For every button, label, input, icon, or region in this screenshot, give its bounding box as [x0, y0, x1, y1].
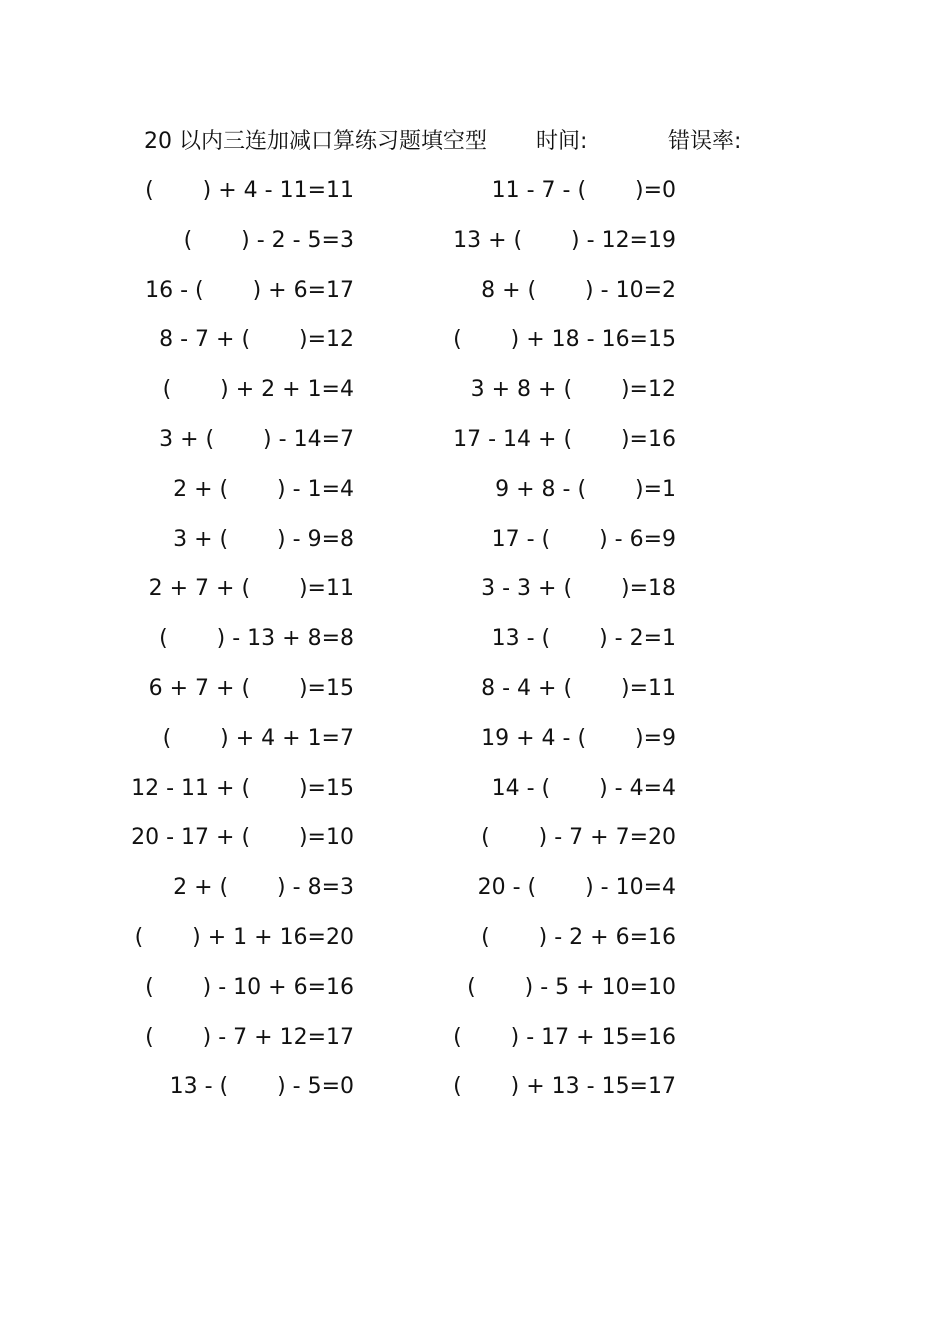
problem-row [0, 174, 950, 224]
problem-right: 14 - ( ) - 4=4 [491, 775, 676, 801]
problem-right: 3 - 3 + ( )=18 [481, 576, 676, 602]
problem-left: 2 + 7 + ( )=11 [148, 576, 354, 602]
problem-grid [0, 174, 950, 1120]
problem-left: ( ) - 2 - 5=3 [183, 227, 354, 253]
problem-right: 13 + ( ) - 12=19 [453, 227, 676, 253]
problem-left: 13 - ( ) - 5=0 [169, 1074, 354, 1100]
error-rate-label: 错误率: [668, 129, 742, 154]
problem-left: 8 - 7 + ( )=12 [159, 327, 354, 353]
problem-right: 17 - ( ) - 6=9 [491, 526, 676, 552]
problem-row [0, 323, 950, 373]
problem-row [0, 572, 950, 622]
problem-row [0, 722, 950, 772]
problem-left: ( ) + 2 + 1=4 [162, 377, 354, 403]
problem-right: ( ) + 13 - 15=17 [453, 1074, 676, 1100]
problem-row [0, 523, 950, 573]
problem-left: 3 + ( ) - 9=8 [173, 526, 354, 552]
problem-row [0, 622, 950, 672]
problem-row [0, 672, 950, 722]
problem-row [0, 772, 950, 822]
problem-row [0, 473, 950, 523]
problem-row [0, 821, 950, 871]
problem-right: ( ) - 2 + 6=16 [481, 924, 676, 950]
problem-row [0, 423, 950, 473]
problem-left: 16 - ( ) + 6=17 [145, 277, 354, 303]
worksheet-title: 20 以内三连加减口算练习题填空型 [144, 129, 487, 154]
problem-row [0, 373, 950, 423]
time-label: 时间: [536, 129, 588, 154]
problem-row [0, 921, 950, 971]
problem-row [0, 871, 950, 921]
problem-left: ( ) - 10 + 6=16 [145, 974, 354, 1000]
problem-row [0, 971, 950, 1021]
problem-right: ( ) - 7 + 7=20 [481, 825, 676, 851]
problem-left: ( ) - 7 + 12=17 [145, 1024, 354, 1050]
problem-row [0, 224, 950, 274]
problem-left: ( ) + 4 - 11=11 [145, 178, 354, 203]
problem-right: ( ) - 17 + 15=16 [453, 1024, 676, 1050]
problem-left: ( ) + 4 + 1=7 [162, 725, 354, 751]
problem-right: ( ) + 18 - 16=15 [453, 327, 676, 353]
problem-right: 8 + ( ) - 10=2 [481, 277, 676, 303]
problem-right: 11 - 7 - ( )=0 [491, 178, 676, 203]
problem-right: 17 - 14 + ( )=16 [453, 426, 676, 452]
problem-left: 3 + ( ) - 14=7 [159, 426, 354, 452]
problem-right: 19 + 4 - ( )=9 [481, 725, 676, 751]
problem-row [0, 1070, 950, 1120]
problem-row [0, 1021, 950, 1071]
problem-left: ( ) - 13 + 8=8 [159, 626, 354, 652]
problem-right: ( ) - 5 + 10=10 [467, 974, 676, 1000]
problem-right: 20 - ( ) - 10=4 [477, 875, 676, 901]
problem-left: 12 - 11 + ( )=15 [131, 775, 354, 801]
problem-right: 3 + 8 + ( )=12 [470, 377, 676, 403]
problem-row [0, 274, 950, 324]
worksheet-header [144, 126, 764, 158]
problem-left: 2 + ( ) - 8=3 [173, 875, 354, 901]
problem-left: 2 + ( ) - 1=4 [173, 476, 354, 502]
problem-right: 13 - ( ) - 2=1 [491, 626, 676, 652]
problem-left: ( ) + 1 + 16=20 [134, 924, 354, 950]
problem-left: 6 + 7 + ( )=15 [148, 675, 354, 701]
problem-right: 8 - 4 + ( )=11 [481, 675, 676, 701]
problem-left: 20 - 17 + ( )=10 [131, 825, 354, 851]
problem-right: 9 + 8 - ( )=1 [495, 476, 676, 502]
